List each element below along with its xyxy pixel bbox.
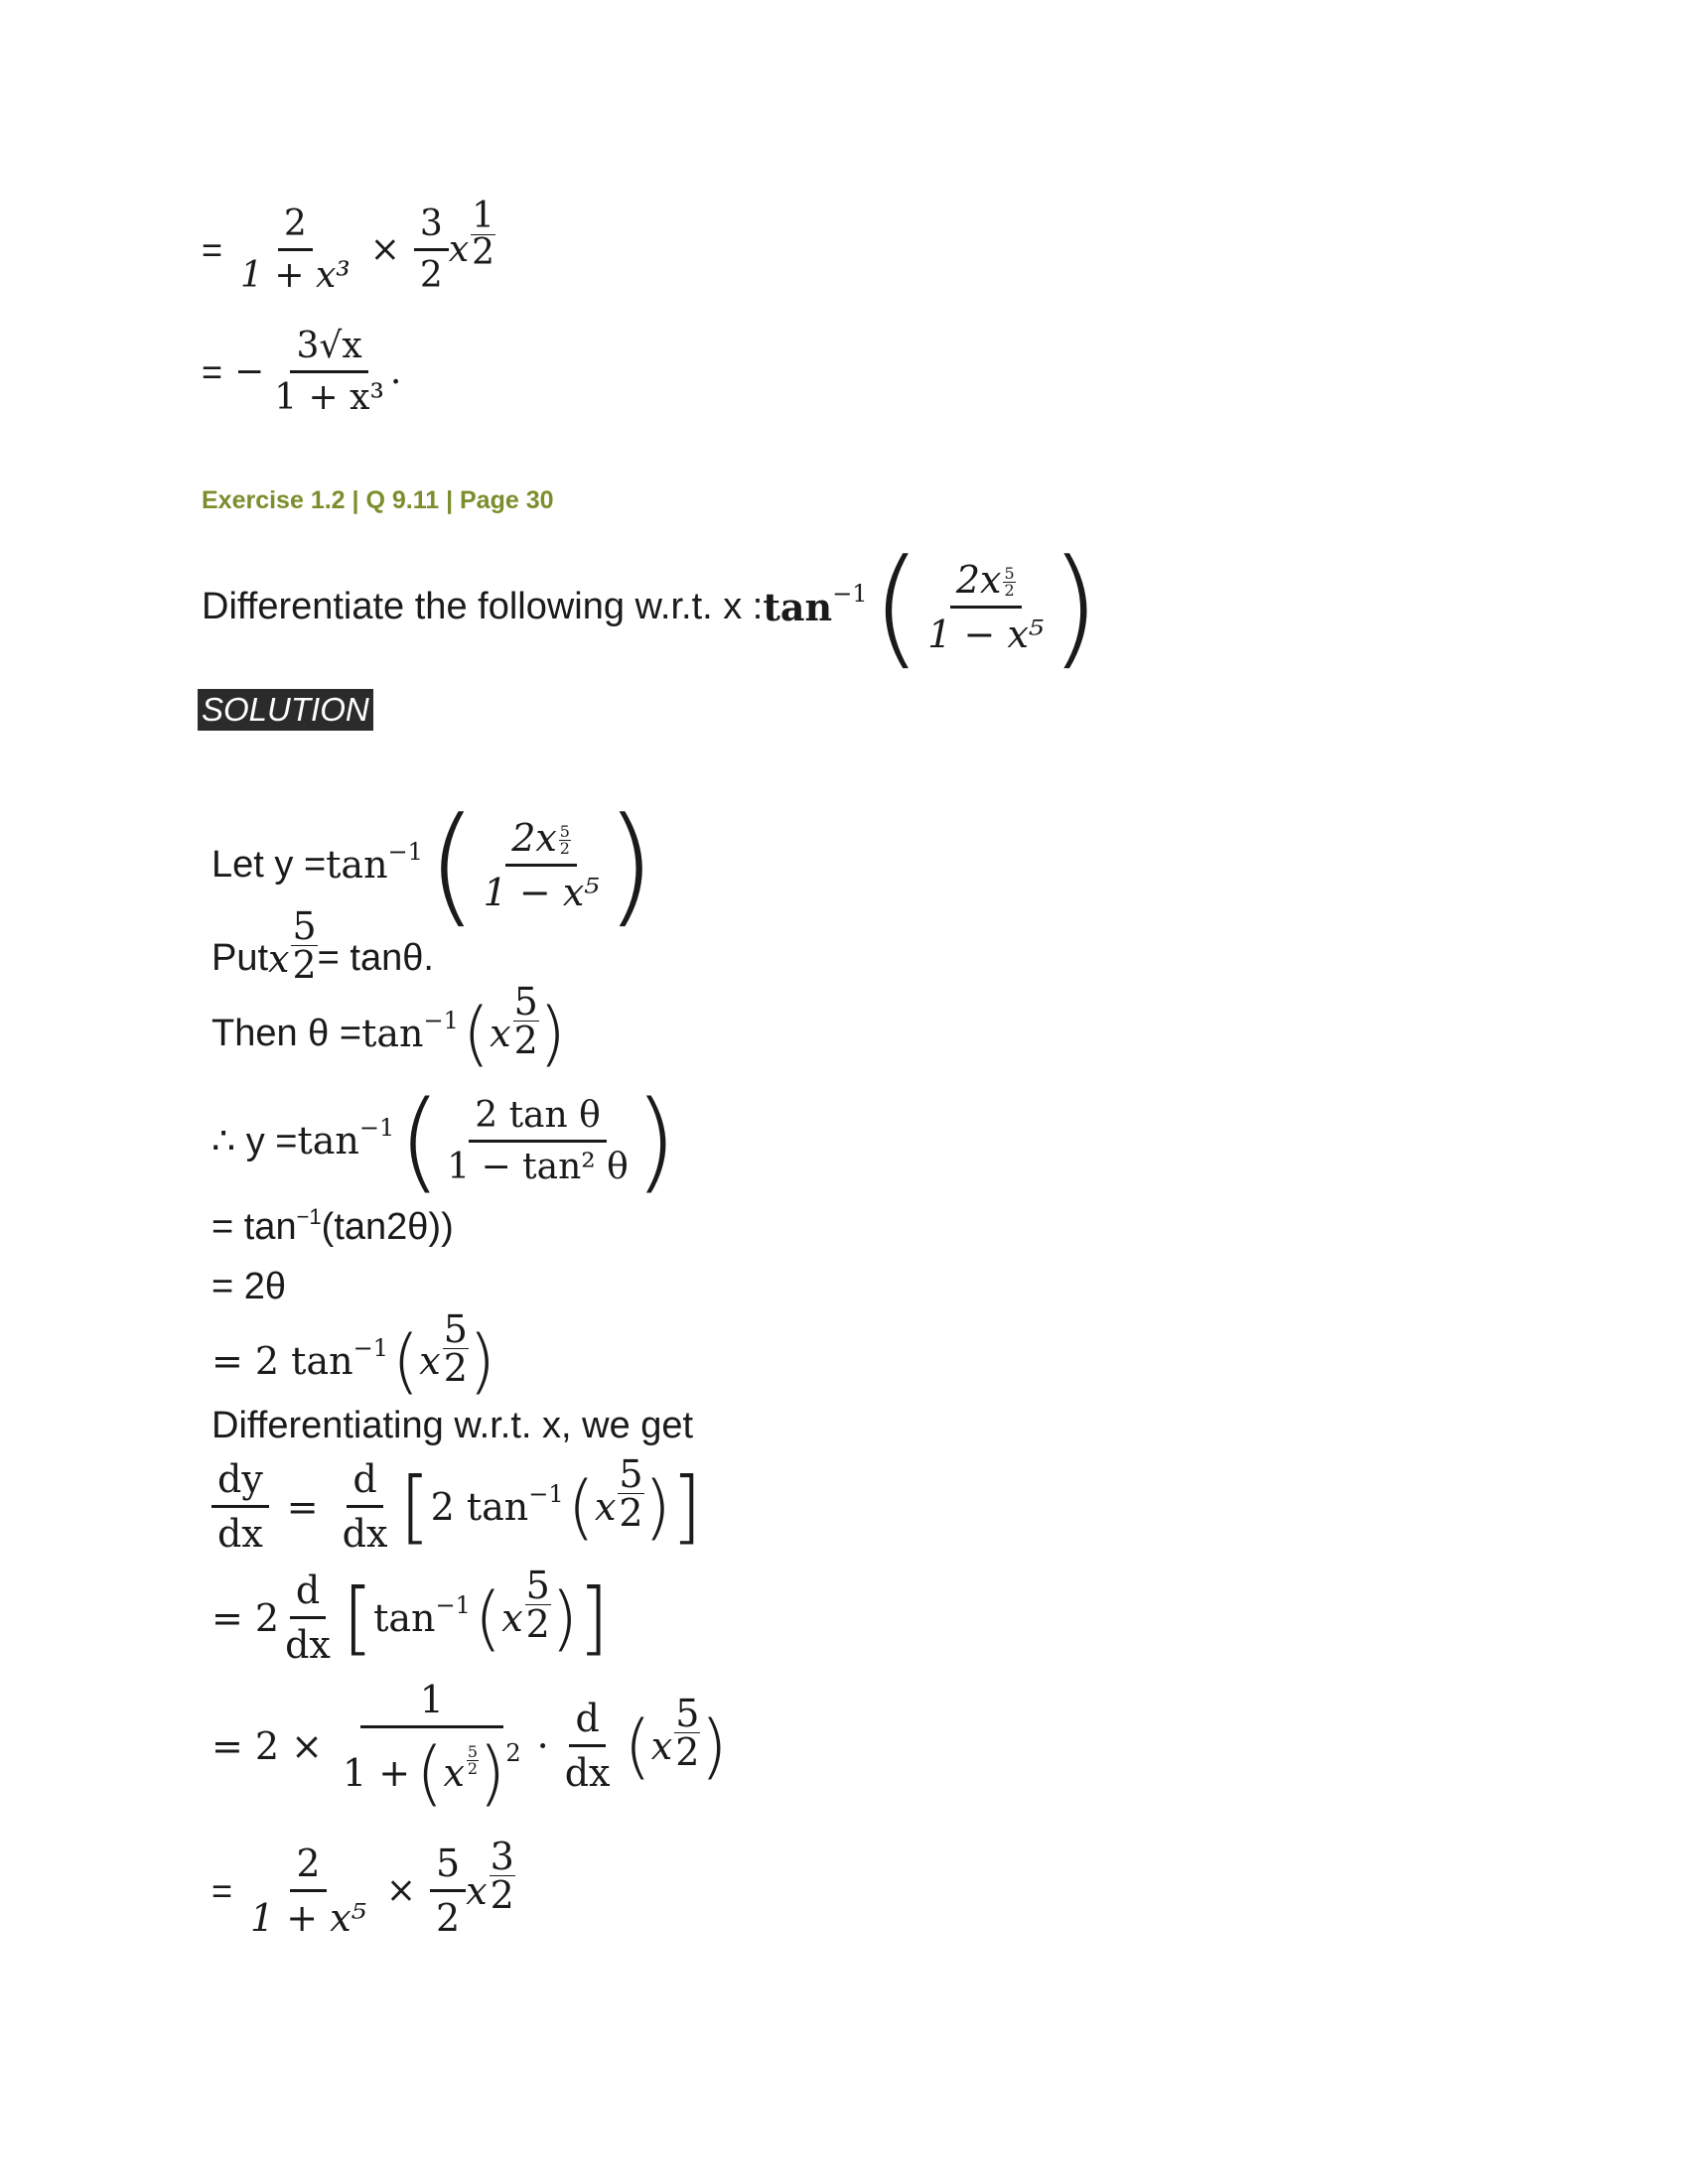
step-chain: = 2 × 1 1 + ( x 5 2 ) 2 · $\frac{d}{dx}$ ( x 5 2 )	[211, 1678, 728, 1814]
period: .	[389, 351, 402, 392]
step-put: Put x $\frac{5}{2}$ = tanθ.	[211, 904, 434, 987]
variable-x: x	[448, 229, 470, 270]
fraction: $\frac{\text{2 tan θ}}{\text{1 − tan² θ}}$	[447, 1094, 629, 1187]
step-tan-tan: = tan −1 (tan2θ))	[211, 1203, 454, 1248]
fraction: $\frac{d}{dx}$	[285, 1569, 331, 1667]
equals-sign: =	[202, 228, 223, 270]
step-therefore: ∴ y = tan −1 ( $\frac{\text{2 tan θ}}{\text{1 − tan² θ}}$ )	[211, 1077, 677, 1204]
fraction: $\frac{2}{\text{1 + x⁵}}$	[250, 1842, 366, 1940]
fraction: 2x $\frac{5}{2}$ 1 − x⁵	[483, 815, 600, 914]
fraction: $\frac{dy}{dx}$	[211, 1457, 269, 1556]
fraction: $\frac{d}{dx}$	[342, 1457, 388, 1556]
fraction: 2x $\frac{5}{2}$ 1 − x⁵	[927, 557, 1045, 656]
step-final: = $\frac{2}{\text{1 + x⁵}}$ × $\frac{5}{2}$ x 3 2	[211, 1835, 514, 1940]
equals-sign: =	[202, 350, 223, 392]
step-then: Then θ = tan −1 ( x 5 2 )	[211, 979, 567, 1074]
question: Differentiate the following w.r.t. x : tan −1 ( 2x $\frac{5}{2}$ 1 − x⁵ )	[202, 531, 1100, 682]
exponent-fraction: 1 2	[472, 196, 495, 273]
step-let: Let y = tan −1 ( 2x $\frac{5}{2}$ 1 − x⁵ )	[211, 789, 656, 940]
question-text: Differentiate the following w.r.t. x :	[202, 585, 764, 627]
step-dydx: $\frac{dy}{dx}$ = $\frac{d}{dx}$ [ 2 tan −1 ( x 5 2 ) ]	[211, 1457, 702, 1556]
fraction: 1 1 + ( x 5 2 ) 2	[343, 1678, 521, 1814]
step-two-theta: = 2θ	[211, 1266, 287, 1307]
fraction: $\frac{2}{\text{1 + x³}}$	[240, 204, 351, 296]
tan-function: tan	[763, 584, 833, 629]
times-sign: ×	[369, 229, 400, 270]
step-2ddx: = 2 $\frac{d}{dx}$ [ tan −1 ( x 5 2 ) ]	[211, 1564, 610, 1667]
step-differentiating: Differentiating w.r.t. x, we get	[211, 1405, 694, 1446]
fraction: $\frac{3√x}{\text{1 + x³}}$	[274, 326, 384, 418]
left-paren: (	[871, 531, 922, 682]
prev-step-1	[202, 196, 495, 296]
minus-sign: −	[234, 351, 265, 392]
fraction: $\frac{d}{dx}$	[564, 1697, 611, 1795]
exercise-heading: Exercise 1.2 | Q 9.11 | Page 30	[202, 486, 554, 514]
prev-step-2	[202, 326, 401, 418]
fraction: $\frac{3}{2}$	[414, 204, 449, 296]
step-two-tan: = 2 tan −1 ( x 5 2 )	[211, 1306, 496, 1402]
solution-label: SOLUTION	[198, 689, 373, 731]
fraction: $\frac{5}{2}$	[430, 1842, 466, 1940]
right-paren: )	[1050, 531, 1100, 682]
